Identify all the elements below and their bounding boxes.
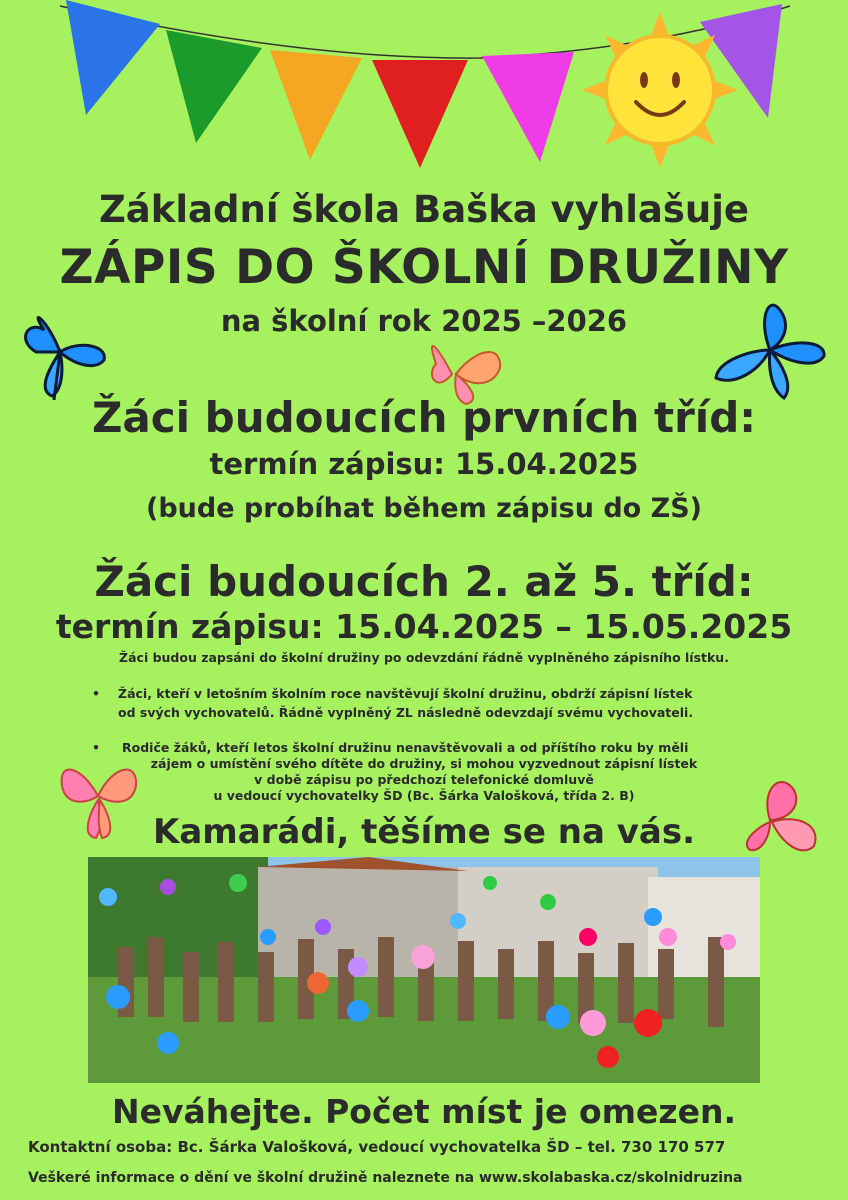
greeting: Kamarádi, těšíme se na vás. [152, 812, 696, 852]
sun-icon [580, 10, 740, 170]
school-heading: Základní škola Baška vyhlašuje [98, 188, 750, 231]
bullet-2-line-3: v době zápisu po předchozí telefonické domluvě [254, 772, 594, 787]
call-to-action: Neváhejte. Počet míst je omezen. [111, 1092, 737, 1131]
flag-orange [270, 50, 362, 160]
bullet-1-line-2: od svých vychovatelů. Řádně vyplněný ZL následně odevzdají svému vychovateli. [118, 705, 694, 720]
group-photo [88, 857, 760, 1083]
grades-2-5-note: Žáci budou zapsáni do školní družiny po odevzdání řádně vyplněného zápisního lístku. [119, 650, 729, 665]
first-grade-term: termín zápisu: 15.04.2025 [209, 447, 639, 481]
bullet-dot: • [92, 686, 100, 701]
bullet-dot: • [92, 740, 100, 755]
contact-line: Kontaktní osoba: Bc. Šárka Valošková, vedoucí vychovatelka ŠD – tel. 730 170 577 [28, 1138, 726, 1156]
grades-2-5-term: termín zápisu: 15.04.2025 – 15.05.2025 [55, 607, 793, 646]
flag-green [166, 30, 262, 143]
page-title: ZÁPIS DO ŠKOLNÍ DRUŽINY [59, 240, 789, 295]
info-line: Veškeré informace o dění ve školní družině naleznete na www.skolabaska.cz/skolnidruzina [28, 1170, 743, 1186]
first-grade-note: (bude probíhat během zápisu do ZŠ) [145, 493, 702, 524]
school-year: na školní rok 2025 –2026 [220, 304, 628, 338]
first-grade-heading: Žáci budoucích prvních tříd: [91, 393, 757, 442]
bullet-2-line-1: Rodiče žáků, kteří letos školní družinu nenavštěvovali a od příštího roku by měli [122, 740, 689, 755]
flag-blue [66, 0, 160, 115]
bullet-2-line-2: zájem o umístění svého dítěte do družiny, si mohou vyzvednout zápisní lístek [150, 756, 698, 771]
bullet-1-line-1: Žáci, kteří v letošním školním roce navštěvují školní družinu, obdrží zápisní lístek [118, 686, 693, 701]
grades-2-5-heading: Žáci budoucích 2. až 5. tříd: [94, 557, 754, 606]
flag-pink [482, 52, 574, 162]
bullet-2-line-4: u vedoucí vychovatelky ŠD (Bc. Šárka Valošková, třída 2. B) [213, 788, 635, 803]
flag-red [372, 60, 468, 168]
